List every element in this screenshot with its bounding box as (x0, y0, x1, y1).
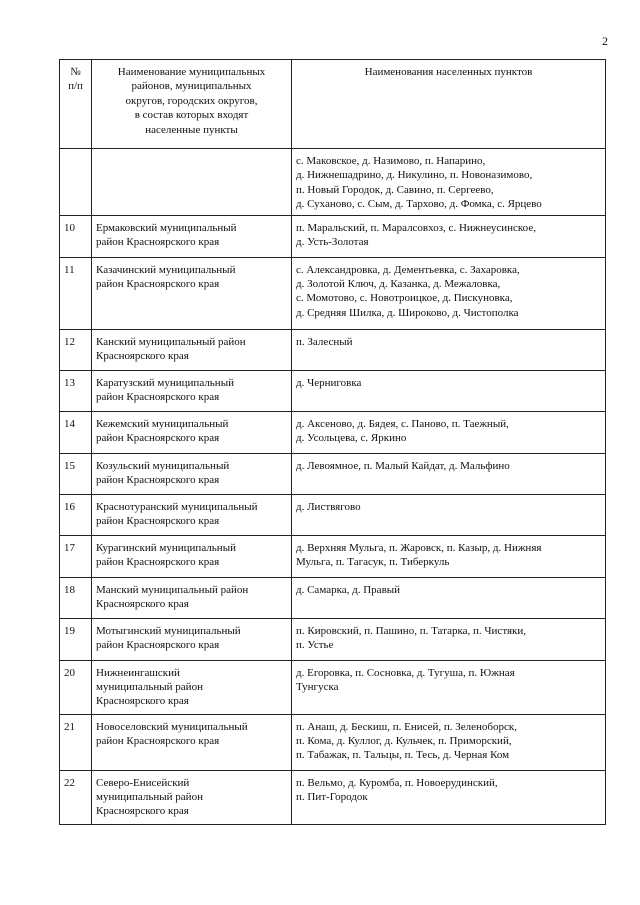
table-row (60, 660, 606, 714)
row-number: 19 (60, 618, 92, 660)
text-line: Козульский муниципальный (96, 459, 230, 472)
text-line: Каратузский муниципальный (96, 376, 234, 389)
text-line: д. Золотой Ключ, д. Казанка, д. Межаловка, (296, 278, 501, 291)
row-number: 15 (60, 453, 92, 494)
row-number: 12 (60, 329, 92, 370)
text-line: Кежемский муниципальный (96, 417, 229, 430)
row-number: 21 (60, 714, 92, 770)
text-line: п. Вельмо, д. Куромба, п. Новоерудинский, (296, 776, 498, 789)
text-line: округов, городских округов, (125, 94, 258, 107)
text-line: Канский муниципальный район (96, 335, 246, 348)
district-name (92, 494, 292, 535)
text-line: в состав которых входят (134, 109, 249, 122)
row-number: 13 (60, 370, 92, 411)
text-line: п. Новый Городок, д. Савино, п. Сергеево, (296, 183, 494, 196)
text-line: Красноярского края (96, 695, 189, 708)
table-row (60, 714, 606, 770)
table-row (60, 411, 606, 453)
header-district (92, 60, 292, 149)
text-line: Краснотуранский муниципальный (96, 500, 258, 513)
text-line: Новоселовский муниципальный (96, 720, 248, 733)
row-number: 14 (60, 411, 92, 453)
row-number (60, 149, 92, 216)
district-name (92, 215, 292, 257)
row-number: 18 (60, 577, 92, 618)
table-row (60, 453, 606, 494)
text-line: район Красноярского края (96, 474, 220, 487)
page-number: 2 (602, 34, 608, 48)
text-line: п. Залесный (296, 335, 353, 348)
row-number: 22 (60, 770, 92, 824)
text-line: Казачинский муниципальный (96, 263, 236, 276)
district-name (92, 411, 292, 453)
row-number: 20 (60, 660, 92, 714)
text-line: д. Самарка, д. Правый (296, 583, 401, 596)
settlement-list (292, 660, 606, 714)
row-number: 16 (60, 494, 92, 535)
settlement-list (292, 770, 606, 824)
district-name (92, 535, 292, 577)
text-line: п. Устье (296, 639, 334, 652)
text-line: д. Верхняя Мульга, п. Жаровск, п. Казыр, д. Нижняя (296, 541, 542, 554)
table-row (60, 770, 606, 824)
text-line: Мотыгинский муниципальный (96, 624, 241, 637)
district-name (92, 577, 292, 618)
text-line: д. Черниговка (296, 376, 362, 389)
text-line: д. Листвягово (296, 500, 361, 513)
text-line: п. Пит-Городок (296, 791, 368, 804)
text-line: Наименования населенных пунктов (364, 66, 533, 78)
text-line: с. Момотово, с. Новотроицкое, д. Пискуновка, (296, 292, 513, 305)
district-name (92, 257, 292, 329)
district-name (92, 714, 292, 770)
settlement-list (292, 577, 606, 618)
text-line: п/п (68, 80, 83, 93)
text-line: д. Нижнешадрино, д. Никулино, п. Новоназимово, (296, 169, 533, 182)
text-line: Мульга, п. Тагасук, п. Тиберкуль (296, 556, 450, 569)
table-row (60, 257, 606, 329)
district-name (92, 149, 292, 216)
text-line: Манский муниципальный район (96, 583, 249, 596)
text-line: д. Усть-Золотая (296, 236, 369, 249)
text-line: Красноярского края (96, 598, 189, 611)
text-line: с. Маковское, д. Назимово, п. Напарино, (296, 155, 486, 167)
settlement-list (292, 370, 606, 411)
text-line: район Красноярского края (96, 639, 220, 652)
header-num (60, 60, 92, 149)
text-line: д. Аксеново, д. Бядея, с. Паново, п. Таежный, (296, 417, 509, 430)
text-line: Наименование муниципальных (117, 66, 266, 78)
text-line: районов, муниципальных (131, 80, 252, 93)
settlement-list (292, 215, 606, 257)
table-row (60, 577, 606, 618)
text-line: д. Усольцева, с. Яркино (296, 432, 407, 445)
text-line: район Красноярского края (96, 236, 220, 249)
text-line: д. Егоровка, п. Сосновка, д. Тугуша, п. Южная (296, 666, 515, 679)
text-line: Красноярского края (96, 350, 189, 363)
settlement-list (292, 714, 606, 770)
district-name (92, 770, 292, 824)
settlement-list (292, 411, 606, 453)
text-line: Красноярского края (96, 805, 189, 818)
table-row (60, 618, 606, 660)
table-header-row (60, 60, 606, 149)
row-number: 17 (60, 535, 92, 577)
header-places (292, 60, 606, 149)
text-line: п. Кировский, п. Пашино, п. Татарка, п. Чистяки, (296, 624, 527, 637)
text-line: населенные пункты (145, 123, 238, 136)
text-line: п. Табажак, п. Тальцы, п. Тесь, д. Черная Ком (296, 749, 510, 762)
text-line: Курагинский муниципальный (96, 541, 236, 554)
settlement-list (292, 149, 606, 216)
settlement-list (292, 453, 606, 494)
table-row (60, 535, 606, 577)
text-line: муниципальный район (96, 791, 203, 804)
text-line: с. Александровка, д. Дементьевка, с. Захаровка, (296, 263, 520, 276)
text-line: д. Средняя Шилка, д. Широково, д. Чистополка (296, 306, 519, 319)
district-name (92, 618, 292, 660)
row-number: 10 (60, 215, 92, 257)
text-line: д. Левоямное, п. Малый Кайдат, д. Мальфино (296, 459, 510, 472)
settlement-list (292, 257, 606, 329)
text-line: Нижнеингашский (96, 666, 180, 679)
settlement-list (292, 618, 606, 660)
text-line: район Красноярского края (96, 556, 220, 569)
table-row (60, 494, 606, 535)
text-line: № (70, 66, 81, 78)
table-row (60, 370, 606, 411)
settlement-list (292, 494, 606, 535)
table-body (60, 149, 606, 825)
text-line: муниципальный район (96, 681, 203, 694)
table-row (60, 149, 606, 216)
text-line: район Красноярского края (96, 391, 220, 404)
settlements-table (59, 59, 606, 825)
district-name (92, 329, 292, 370)
row-number: 11 (60, 257, 92, 329)
text-line: район Красноярского края (96, 278, 220, 291)
text-line: район Красноярского края (96, 735, 220, 748)
settlement-list (292, 535, 606, 577)
text-line: Ермаковский муниципальный (96, 221, 237, 234)
table-row (60, 329, 606, 370)
text-line: Северо-Енисейский (96, 776, 190, 789)
table-row (60, 215, 606, 257)
district-name (92, 660, 292, 714)
text-line: п. Кома, д. Куллог, д. Кульчек, п. Приморский, (296, 735, 512, 748)
text-line: район Красноярского края (96, 515, 220, 528)
text-line: п. Маральский, п. Маралсовхоз, с. Нижнеусинское, (296, 221, 536, 234)
settlement-list (292, 329, 606, 370)
text-line: Тунгуска (296, 681, 339, 694)
text-line: район Красноярского края (96, 432, 220, 445)
district-name (92, 453, 292, 494)
text-line: д. Суханово, с. Сым, д. Тархово, д. Фомка, с. Ярцево (296, 198, 542, 211)
text-line: п. Анаш, д. Бескиш, п. Енисей, п. Зеленоборск, (296, 720, 517, 733)
district-name (92, 370, 292, 411)
